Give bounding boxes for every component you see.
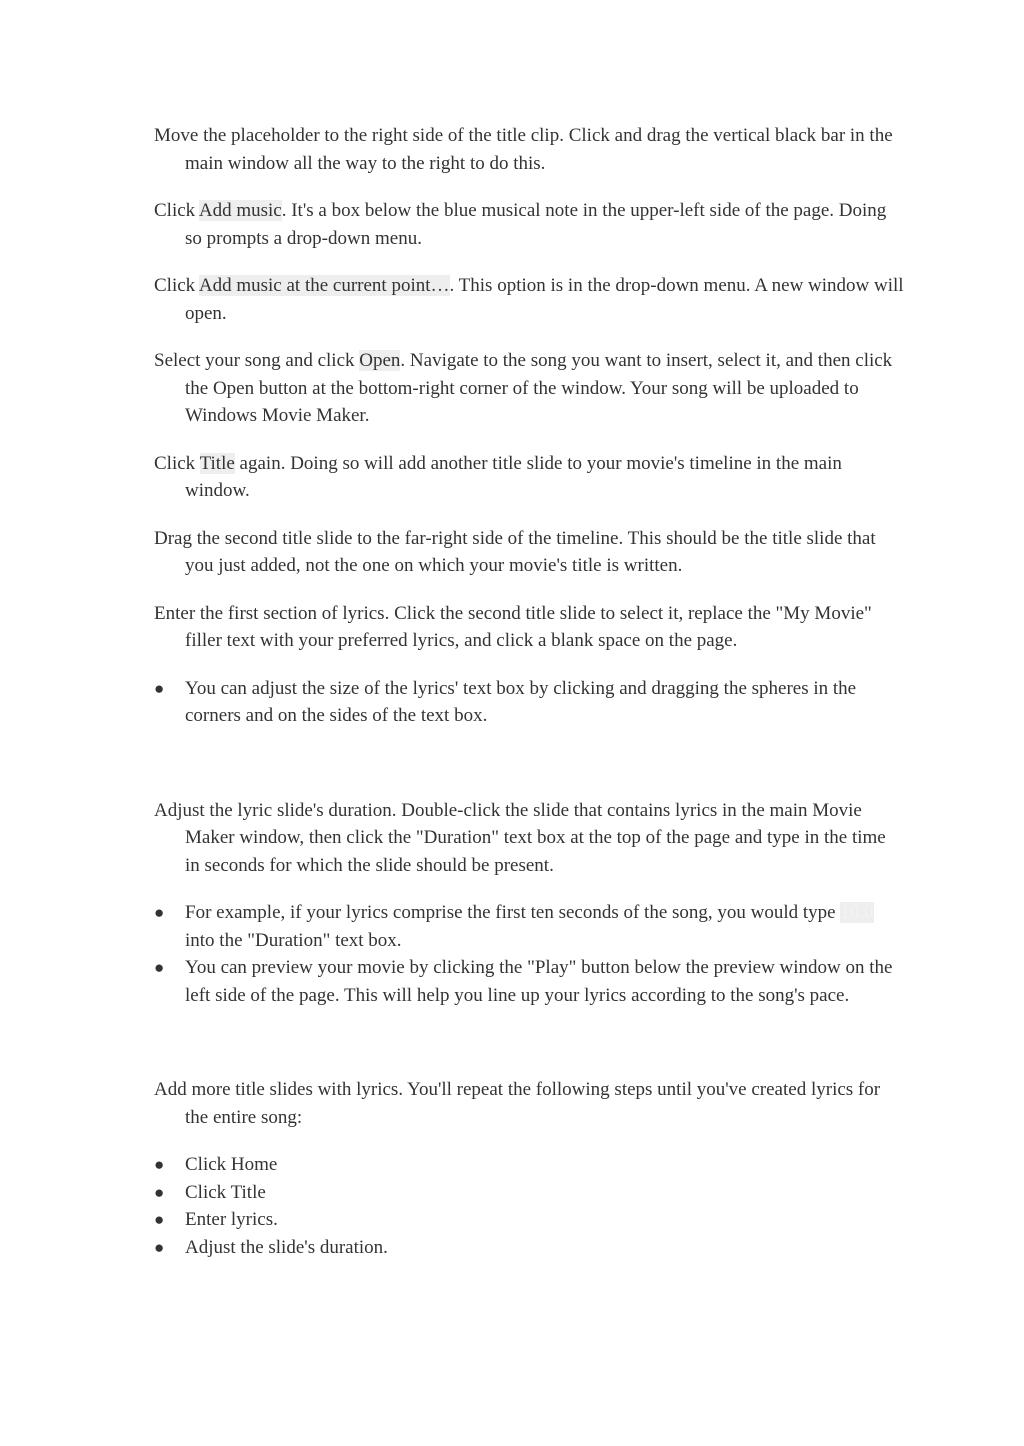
step-text-after: again. Doing so will add another title slide to your movie's timeline in the main window. bbox=[185, 452, 842, 501]
list-item-text: Click Title bbox=[185, 1181, 266, 1203]
step-text: Adjust the lyric slide's duration. Double-click the slide that contains lyrics in the main Movie Maker window, then click the "Duration" text box at the top of the page and type in the time in seconds for which the slide should be present. bbox=[154, 799, 886, 876]
step-text: Drag the second title slide to the far-right side of the timeline. This should be the title slide that you just added, not the one on which your movie's title is written. bbox=[154, 527, 876, 576]
list-item-text: You can preview your movie by clicking the "Play" button below the preview window on the left side of the page. This will help you line up your lyrics according to the song's pace. bbox=[185, 957, 893, 1006]
bullet-icon: ● bbox=[154, 958, 165, 977]
step-adjust-duration bbox=[154, 797, 904, 880]
list-item bbox=[154, 1234, 904, 1262]
list-item-text: You can adjust the size of the lyrics' text box by clicking and dragging the spheres in the corners and on the sides of the text box. bbox=[185, 677, 857, 726]
step-text-before: Click bbox=[154, 452, 200, 474]
ui-term-add-music: Add music bbox=[198, 200, 282, 221]
ui-term-open: Open bbox=[359, 350, 401, 371]
duration-tips-list bbox=[154, 899, 904, 1009]
step-text: Move the placeholder to the right side of the title clip. Click and drag the vertical black bar in the main window all the way to the right to do this. bbox=[154, 125, 893, 174]
lyrics-tips-list bbox=[154, 675, 904, 730]
step-text-after: . It's a box below the blue musical note in the upper-left side of the page. Doing so prompts a drop-down menu. bbox=[185, 200, 887, 249]
bullet-icon: ● bbox=[154, 1182, 165, 1202]
list-item bbox=[154, 899, 904, 954]
repeat-steps-list bbox=[154, 1151, 904, 1261]
bullet-icon: ● bbox=[154, 1237, 165, 1257]
spacer bbox=[154, 730, 904, 797]
step-click-title bbox=[154, 450, 904, 505]
list-item bbox=[154, 675, 904, 730]
ui-term-add-music-current-point: Add music at the current point… bbox=[198, 275, 450, 296]
step-text-before: Select your song and click bbox=[154, 350, 360, 371]
bullet-icon: ● bbox=[154, 1210, 165, 1229]
list-item bbox=[154, 954, 904, 1009]
step-text: Enter the first section of lyrics. Click the second title slide to select it, replace the "My Movie" filler text with your preferred lyrics, and click a blank space on the page. bbox=[154, 602, 872, 651]
step-add-music bbox=[154, 197, 904, 252]
list-item bbox=[154, 1179, 904, 1207]
list-item-text: For example, if your lyrics comprise the first ten seconds of the song, you would type 10.0 into the "Duration" text box. bbox=[185, 902, 874, 951]
bullet-icon: ● bbox=[154, 903, 165, 922]
step-drag-title-slide bbox=[154, 525, 904, 580]
step-text-after: . Navigate to the song you want to insert, select it, and then click the Open button at the bottom-right corner of the window. Your song will be uploaded to Windows Movie Maker. bbox=[185, 350, 893, 426]
list-item-text: Adjust the slide's duration. bbox=[185, 1236, 388, 1258]
step-text: Add more title slides with lyrics. You'll repeat the following steps until you've created lyrics for the entire song: bbox=[154, 1079, 881, 1128]
step-select-song bbox=[154, 347, 904, 430]
duration-example-value: 10.0 bbox=[840, 902, 874, 923]
step-move-placeholder bbox=[154, 122, 904, 177]
step-text-after: . This option is in the drop-down menu. A new window will open. bbox=[185, 275, 904, 324]
ui-term-title: Title bbox=[199, 452, 235, 474]
step-add-more-slides bbox=[154, 1076, 904, 1131]
bullet-icon: ● bbox=[154, 1155, 165, 1174]
step-enter-lyrics bbox=[154, 600, 904, 655]
spacer bbox=[154, 1009, 904, 1076]
step-text-before: Click bbox=[154, 275, 199, 296]
step-text-before: Click bbox=[154, 200, 199, 221]
list-item bbox=[154, 1206, 904, 1234]
list-item bbox=[154, 1151, 904, 1179]
instructions-document bbox=[154, 122, 904, 1261]
bullet-icon: ● bbox=[154, 678, 165, 698]
step-add-music-current-point bbox=[154, 272, 904, 327]
list-item-text: Click Home bbox=[185, 1154, 278, 1175]
list-item-text: Enter lyrics. bbox=[185, 1209, 278, 1230]
